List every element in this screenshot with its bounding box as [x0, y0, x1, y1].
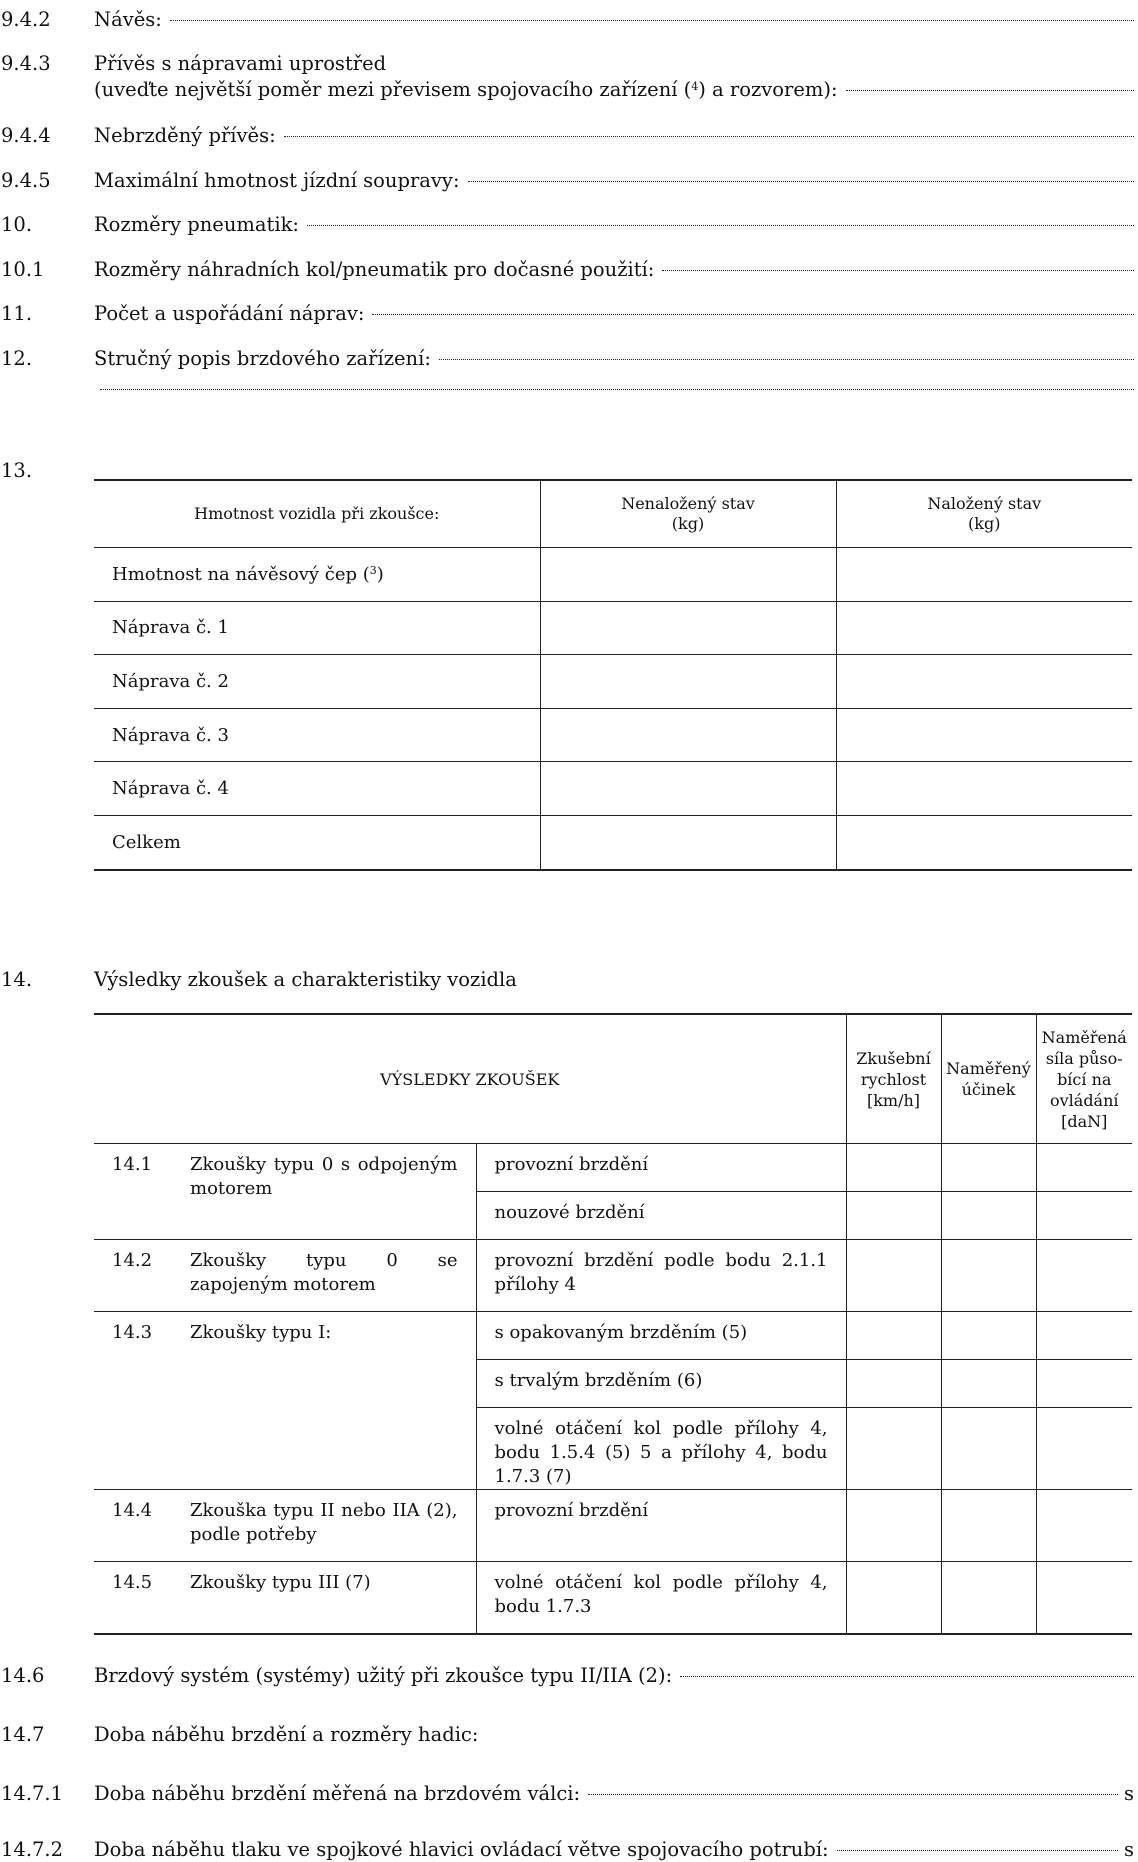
cell-force[interactable] — [1036, 1192, 1132, 1240]
item-label: Stručný popis brzdového zařízení: — [94, 347, 431, 370]
cell-laden[interactable] — [836, 601, 1132, 655]
table-row — [94, 815, 1132, 869]
fill-in-line — [588, 1793, 1118, 1795]
cell-force[interactable] — [1036, 1408, 1132, 1490]
item-label: Rozměry náhradních kol/pneumatik pro dočasné použití: — [94, 258, 655, 281]
test-sub: provozní brzdění — [476, 1490, 846, 1562]
cell-laden[interactable] — [836, 548, 1132, 602]
section-number: 13. — [1, 459, 33, 482]
test-desc: Zkoušky typu I: — [190, 1312, 476, 1490]
cell-force[interactable] — [1036, 1312, 1132, 1360]
cell-unladen[interactable] — [540, 601, 836, 655]
item-number: 14.6 — [1, 1664, 45, 1687]
table-row — [94, 548, 1132, 602]
test-index: 14.5 — [94, 1562, 190, 1634]
table-header-row — [94, 480, 1132, 548]
table-row — [94, 1312, 1132, 1360]
vehicle-mass-table — [94, 479, 1132, 871]
header-speed: Zkušební rychlost [km/h] — [846, 1014, 941, 1144]
cell-speed[interactable] — [846, 1312, 941, 1360]
header-effect: Naměřený účinek — [941, 1014, 1036, 1144]
test-sub: volné otáčení kol podle přílohy 4, bodu 1.7.3 — [476, 1562, 846, 1634]
cell-force[interactable] — [1036, 1144, 1132, 1192]
item-number: 9.4.4 — [1, 124, 51, 147]
test-sub: provozní brzdění — [476, 1144, 846, 1192]
section-title: Výsledky zkoušek a charakteristiky vozidla — [94, 968, 517, 991]
cell-speed[interactable] — [846, 1408, 941, 1490]
cell-speed[interactable] — [846, 1192, 941, 1240]
cell-speed[interactable] — [846, 1240, 941, 1312]
fill-in-line — [100, 388, 1134, 390]
fill-in-line — [846, 89, 1134, 91]
row-label: Hmotnost na návěsový čep ($^3$) — [94, 548, 540, 602]
cell-force[interactable] — [1036, 1490, 1132, 1562]
item-number: 14.7.2 — [1, 1838, 64, 1861]
table-row — [94, 1240, 1132, 1312]
cell-unladen[interactable] — [540, 548, 836, 602]
fill-in-line — [680, 1675, 1134, 1677]
header-results: VÝSLEDKY ZKOUŠEK — [94, 1014, 846, 1144]
row-label: Náprava č. 1 — [94, 601, 540, 655]
row-label: Náprava č. 2 — [94, 655, 540, 709]
item-number: 11. — [1, 302, 33, 325]
item-number: 14.7 — [1, 1723, 45, 1746]
cell-unladen[interactable] — [540, 762, 836, 816]
test-desc: Zkoušky typu 0 s odpojeným motorem — [190, 1144, 476, 1240]
row-label: Celkem — [94, 815, 540, 869]
cell-force[interactable] — [1036, 1240, 1132, 1312]
test-results-table — [94, 1013, 1132, 1635]
fill-in-line — [372, 313, 1134, 315]
cell-speed[interactable] — [846, 1360, 941, 1408]
item-label: Rozměry pneumatik: — [94, 213, 299, 236]
fill-in-line — [662, 269, 1134, 271]
item-label: Brzdový systém (systémy) užitý při zkoušce typu II/IIA (2): — [94, 1664, 673, 1687]
item-number: 9.4.3 — [1, 52, 51, 75]
fill-in-line — [170, 19, 1134, 21]
cell-effect[interactable] — [941, 1562, 1036, 1634]
cell-force[interactable] — [1036, 1562, 1132, 1634]
item-label: Přívěs s nápravami uprostřed — [94, 52, 387, 75]
item-label: Návěs: — [94, 8, 162, 31]
unit-label: s — [1123, 1782, 1134, 1805]
item-label: Doba náběhu brzdění měřená na brzdovém válci: — [94, 1782, 581, 1805]
cell-effect[interactable] — [941, 1192, 1036, 1240]
cell-laden[interactable] — [836, 655, 1132, 709]
item-number: 14.7.1 — [1, 1782, 64, 1805]
table-row — [94, 1144, 1132, 1192]
cell-speed[interactable] — [846, 1490, 941, 1562]
fill-in-line — [468, 180, 1134, 182]
cell-laden[interactable] — [836, 708, 1132, 762]
table-row — [94, 708, 1132, 762]
test-desc: Zkoušky typu III (7) — [190, 1562, 476, 1634]
fill-in-line — [307, 224, 1134, 226]
row-label: Náprava č. 4 — [94, 762, 540, 816]
item-number: 10.1 — [1, 258, 45, 281]
header-force: Naměřená síla půso- bící na ovládání [daN] — [1036, 1014, 1132, 1144]
item-label-cont: (uveďte největší poměr mezi převisem spojovacího zařízení ($^4$) a rozvorem): — [94, 78, 838, 101]
cell-unladen[interactable] — [540, 655, 836, 709]
item-number: 9.4.5 — [1, 169, 51, 192]
test-index: 14.2 — [94, 1240, 190, 1312]
cell-speed[interactable] — [846, 1144, 941, 1192]
test-index: 14.1 — [94, 1144, 190, 1240]
item-label: Doba náběhu tlaku ve spojkové hlavici ovládací větve spojovacího potrubí: — [94, 1838, 829, 1861]
header-mass: Hmotnost vozidla při zkoušce: — [94, 480, 540, 548]
cell-effect[interactable] — [941, 1240, 1036, 1312]
item-number: 10. — [1, 213, 33, 236]
cell-effect[interactable] — [941, 1490, 1036, 1562]
cell-effect[interactable] — [941, 1360, 1036, 1408]
cell-effect[interactable] — [941, 1312, 1036, 1360]
table-row — [94, 655, 1132, 709]
item-number: 9.4.2 — [1, 8, 51, 31]
fill-in-line — [439, 358, 1134, 360]
test-sub: s opakovaným brzděním (5) — [476, 1312, 846, 1360]
cell-effect[interactable] — [941, 1144, 1036, 1192]
cell-unladen[interactable] — [540, 708, 836, 762]
table-row — [94, 601, 1132, 655]
test-index: 14.4 — [94, 1490, 190, 1562]
item-label: Doba náběhu brzdění a rozměry hadic: — [94, 1723, 479, 1746]
item-label: Nebrzděný přívěs: — [94, 124, 276, 147]
cell-laden[interactable] — [836, 815, 1132, 869]
item-label: Maximální hmotnost jízdní soupravy: — [94, 169, 460, 192]
table-header-row — [94, 1014, 1132, 1144]
test-sub: s trvalým brzděním (6) — [476, 1360, 846, 1408]
fill-in-line — [837, 1849, 1118, 1851]
cell-effect[interactable] — [941, 1408, 1036, 1490]
row-label: Náprava č. 3 — [94, 708, 540, 762]
test-desc: Zkoušky typu 0 se zapojeným motorem — [190, 1240, 476, 1312]
test-sub: nouzové brzdění — [476, 1192, 846, 1240]
fill-in-line — [284, 135, 1134, 137]
item-label: Počet a uspořádání náprav: — [94, 302, 365, 325]
header-laden: Naložený stav (kg) — [836, 480, 1132, 548]
cell-laden[interactable] — [836, 762, 1132, 816]
header-unladen: Nenaložený stav (kg) — [540, 480, 836, 548]
test-desc: Zkouška typu II nebo IIA (2), podle potřeby — [190, 1490, 476, 1562]
unit-label: s — [1123, 1838, 1134, 1861]
test-index: 14.3 — [94, 1312, 190, 1490]
table-row — [94, 1490, 1132, 1562]
test-sub: volné otáčení kol podle přílohy 4, bodu 1.5.4 (5) 5 a přílohy 4, bodu 1.7.3 (7) — [476, 1408, 846, 1490]
table-row — [94, 1562, 1132, 1634]
cell-unladen[interactable] — [540, 815, 836, 869]
cell-force[interactable] — [1036, 1360, 1132, 1408]
item-number: 12. — [1, 347, 33, 370]
table-row — [94, 762, 1132, 816]
test-sub: provozní brzdění podle bodu 2.1.1 přílohy 4 — [476, 1240, 846, 1312]
cell-speed[interactable] — [846, 1562, 941, 1634]
section-number: 14. — [1, 968, 33, 991]
